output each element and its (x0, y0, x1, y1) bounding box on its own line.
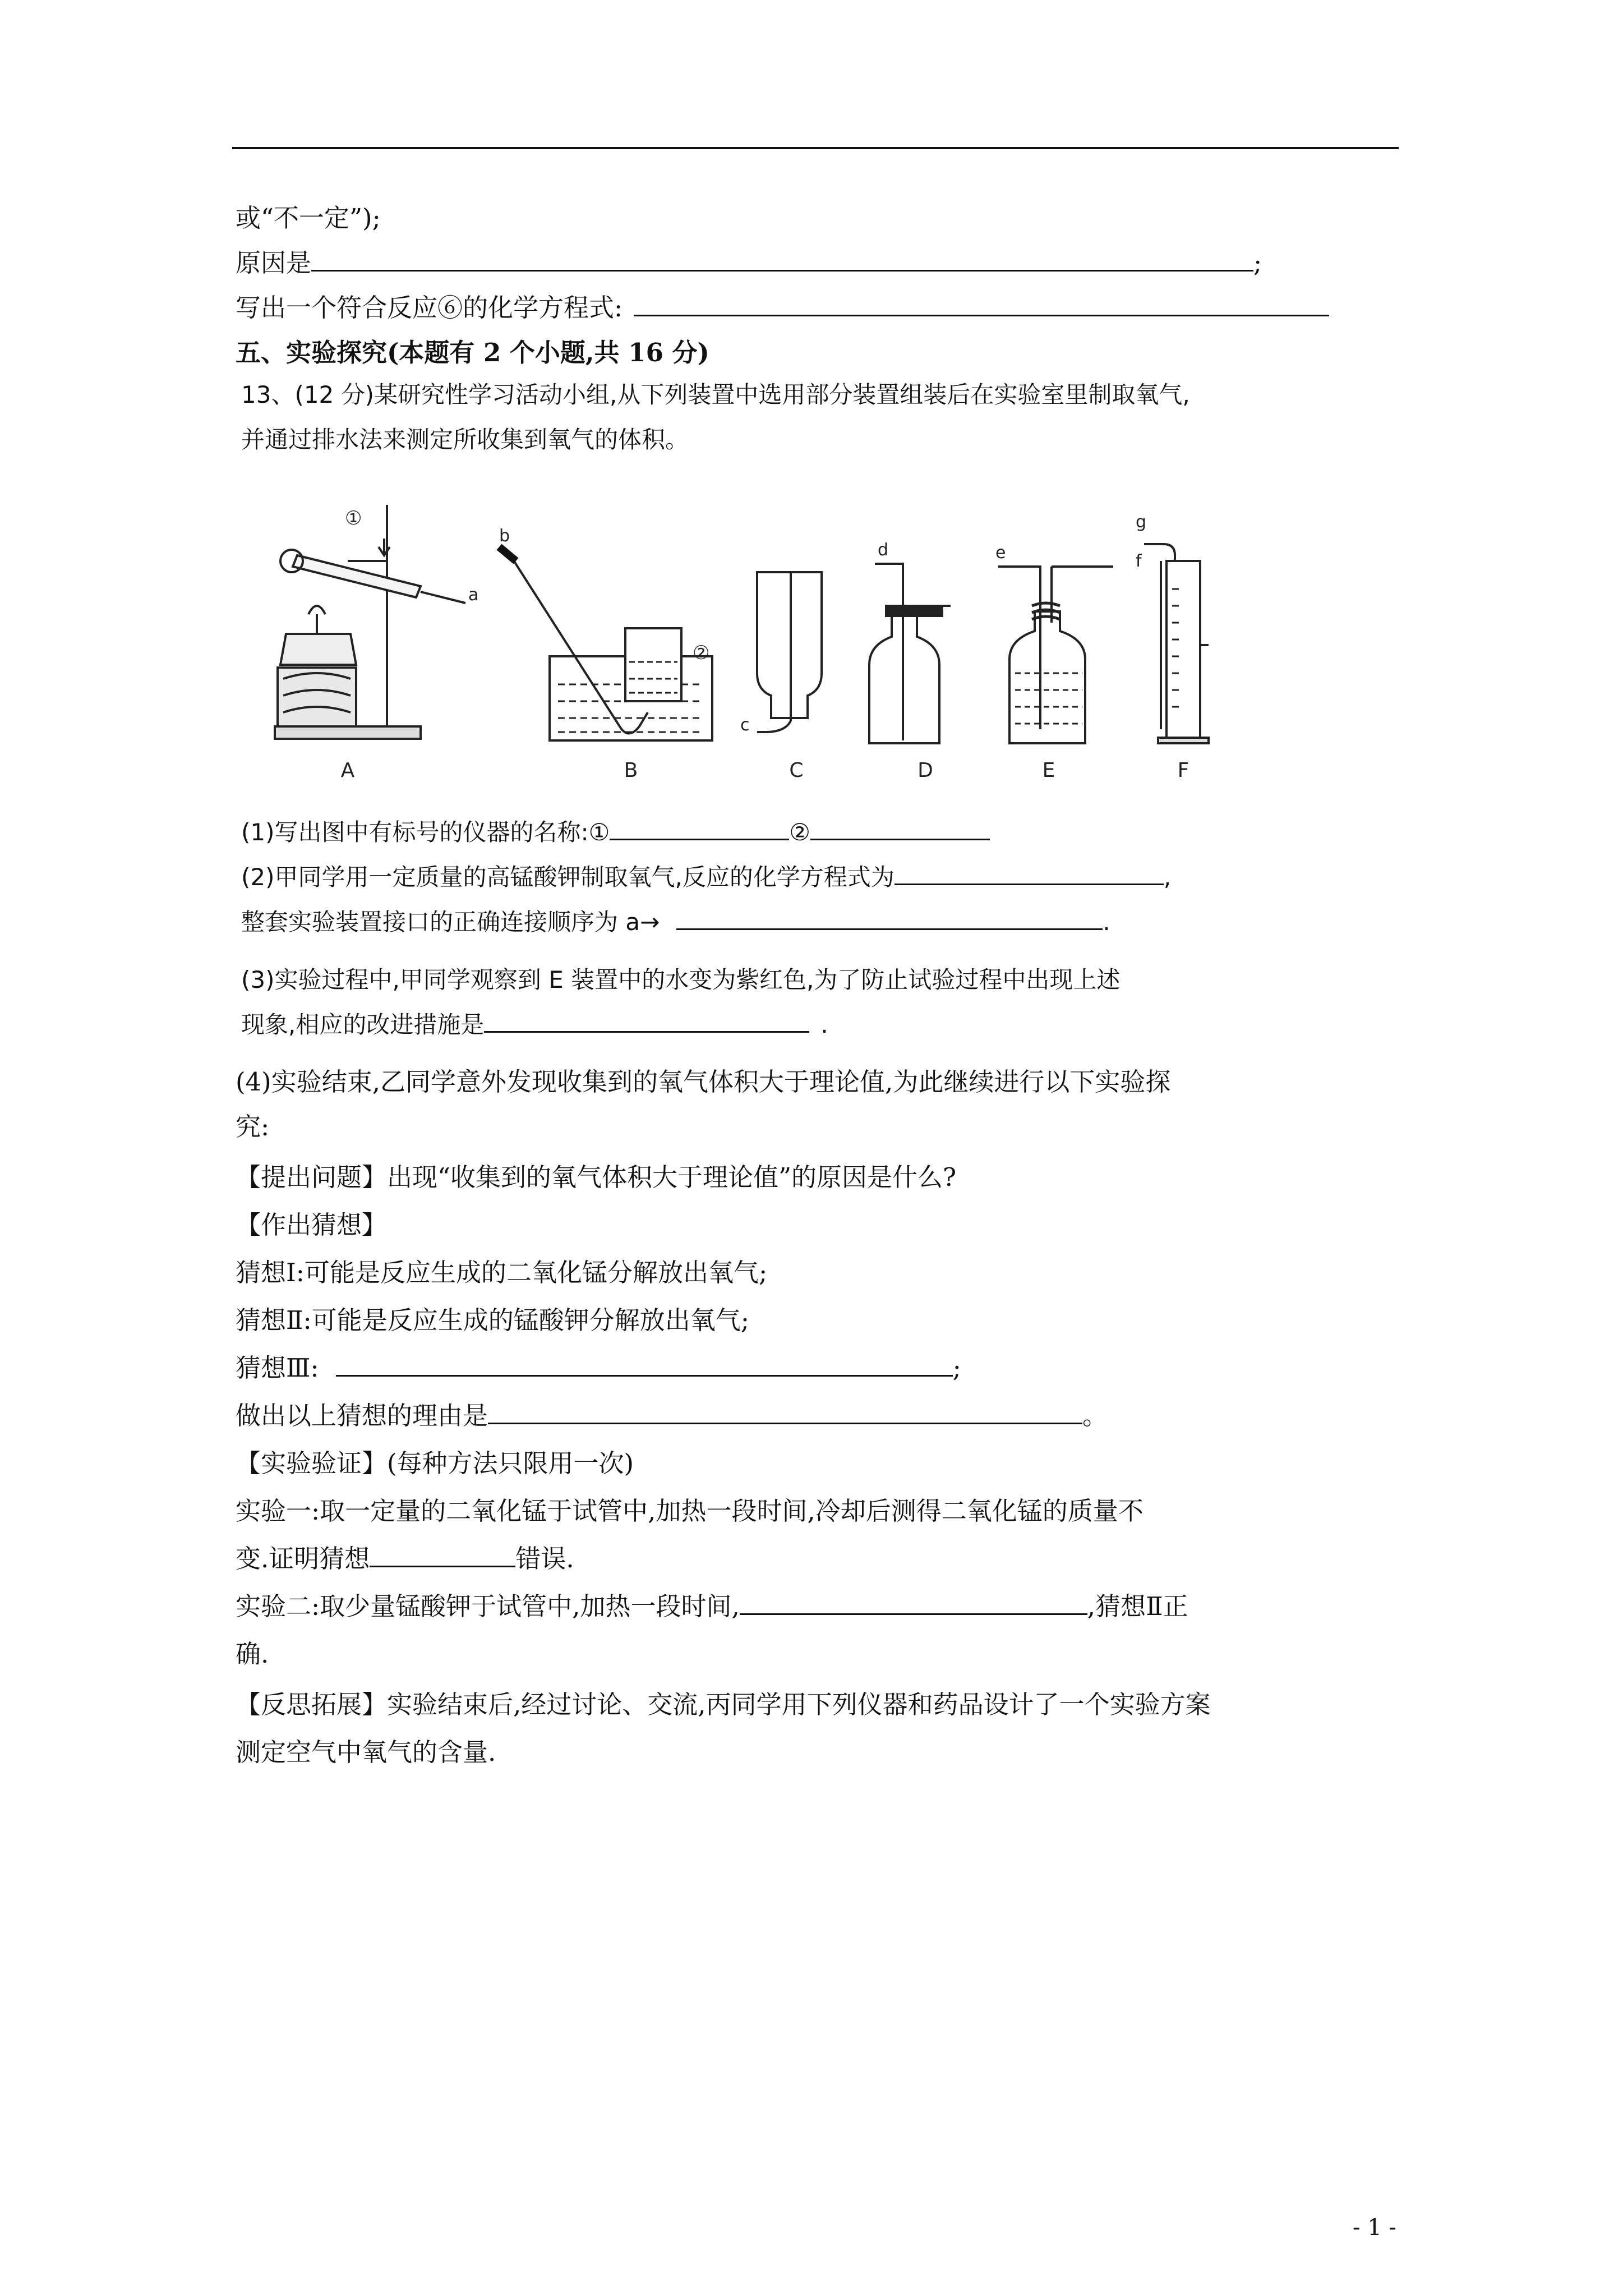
answer-blank[interactable] (311, 247, 1253, 272)
text-line: 或“不一定”); (236, 203, 381, 233)
text-line: 原因是 ; (236, 248, 1262, 278)
answer-blank[interactable] (370, 1543, 515, 1567)
port-label: a (468, 585, 479, 605)
apparatus-e (998, 567, 1113, 743)
page-number: - 1 - (1353, 2215, 1396, 2240)
apparatus-label: A (340, 759, 355, 782)
sub-question-4: 究: (236, 1112, 270, 1142)
port-label: d (878, 540, 889, 560)
answer-blank[interactable] (610, 816, 789, 840)
marker-1: ① (345, 507, 362, 530)
apparatus-c (757, 572, 822, 732)
port-label: g (1136, 512, 1147, 532)
apparatus-b (499, 547, 712, 740)
marker-2: ② (693, 642, 710, 664)
port-label: c (740, 715, 750, 735)
text-line: 写出一个符合反应⑥的化学方程式: (236, 292, 1329, 324)
text-line: 【实验验证】(每种方法只限用一次) (236, 1448, 634, 1478)
apparatus-label: D (917, 759, 933, 782)
text-line: 猜想Ⅲ: ; (236, 1353, 961, 1383)
text-line: 实验一:取一定量的二氧化锰于试管中,加热一段时间,冷却后测得二氧化锰的质量不 (236, 1496, 1144, 1526)
text-line: 【提出问题】出现“收集到的氧气体积大于理论值”的原因是什么? (236, 1162, 957, 1192)
apparatus-a (275, 505, 465, 739)
text-line: 测定空气中氧气的含量. (236, 1737, 496, 1767)
answer-blank[interactable] (676, 906, 1103, 930)
apparatus-label: B (624, 759, 638, 782)
answer-blank[interactable] (740, 1591, 1087, 1615)
text-line: 实验二:取少量锰酸钾于试管中,加热一段时间, ,猜想Ⅱ正 (236, 1591, 1188, 1621)
text-line: 猜想Ⅱ:可能是反应生成的锰酸钾分解放出氧气; (236, 1305, 749, 1335)
apparatus-label: F (1177, 759, 1189, 782)
sub-question-3: 现象,相应的改进措施是 . (241, 1009, 828, 1041)
answer-blank[interactable] (634, 292, 1329, 316)
answer-blank[interactable] (488, 1400, 1082, 1424)
question-13-stem: 13、(12 分)某研究性学习活动小组,从下列装置中选用部分装置组装后在实验室里制取氧气, (241, 381, 1190, 408)
apparatus-figure (252, 494, 1262, 785)
text-line: 【作出猜想】 (236, 1210, 388, 1240)
text-line: 猜想Ⅰ:可能是反应生成的二氧化锰分解放出氧气; (236, 1258, 768, 1287)
header-rule (232, 147, 1399, 149)
answer-blank[interactable] (895, 861, 1164, 885)
apparatus-label: C (789, 759, 804, 782)
sub-question-1: (1)写出图中有标号的仪器的名称:① ② (241, 816, 990, 849)
sub-question-2b: 整套实验装置接口的正确连接顺序为 a→ . (241, 906, 1110, 938)
text-line: 确. (236, 1639, 269, 1669)
answer-blank[interactable] (810, 816, 990, 840)
sub-question-4: (4)实验结束,乙同学意外发现收集到的氧气体积大于理论值,为此继续进行以下实验探 (236, 1067, 1171, 1097)
answer-blank[interactable] (336, 1352, 953, 1377)
apparatus-label: E (1042, 759, 1055, 782)
section-heading: 五、实验探究(本题有 2 个小题,共 16 分) (236, 338, 709, 367)
port-label: f (1136, 551, 1142, 571)
port-label: e (995, 543, 1006, 563)
answer-blank[interactable] (484, 1009, 809, 1033)
text-line: 【反思拓展】实验结束后,经过讨论、交流,丙同学用下列仪器和药品设计了一个实验方案 (236, 1690, 1211, 1719)
port-label: b (499, 526, 510, 546)
text-line: 做出以上猜想的理由是 。 (236, 1401, 1108, 1430)
apparatus-f (1144, 544, 1209, 743)
sub-question-3: (3)实验过程中,甲同学观察到 E 装置中的水变为紫红色,为了防止试验过程中出现上述 (241, 966, 1121, 993)
text-line: 变.证明猜想 错误. (236, 1544, 574, 1573)
apparatus-d (869, 564, 951, 743)
question-13-stem: 并通过排水法来测定所收集到氧气的体积。 (241, 426, 689, 453)
sub-question-2: (2)甲同学用一定质量的高锰酸钾制取氧气,反应的化学方程式为 , (241, 861, 1171, 894)
